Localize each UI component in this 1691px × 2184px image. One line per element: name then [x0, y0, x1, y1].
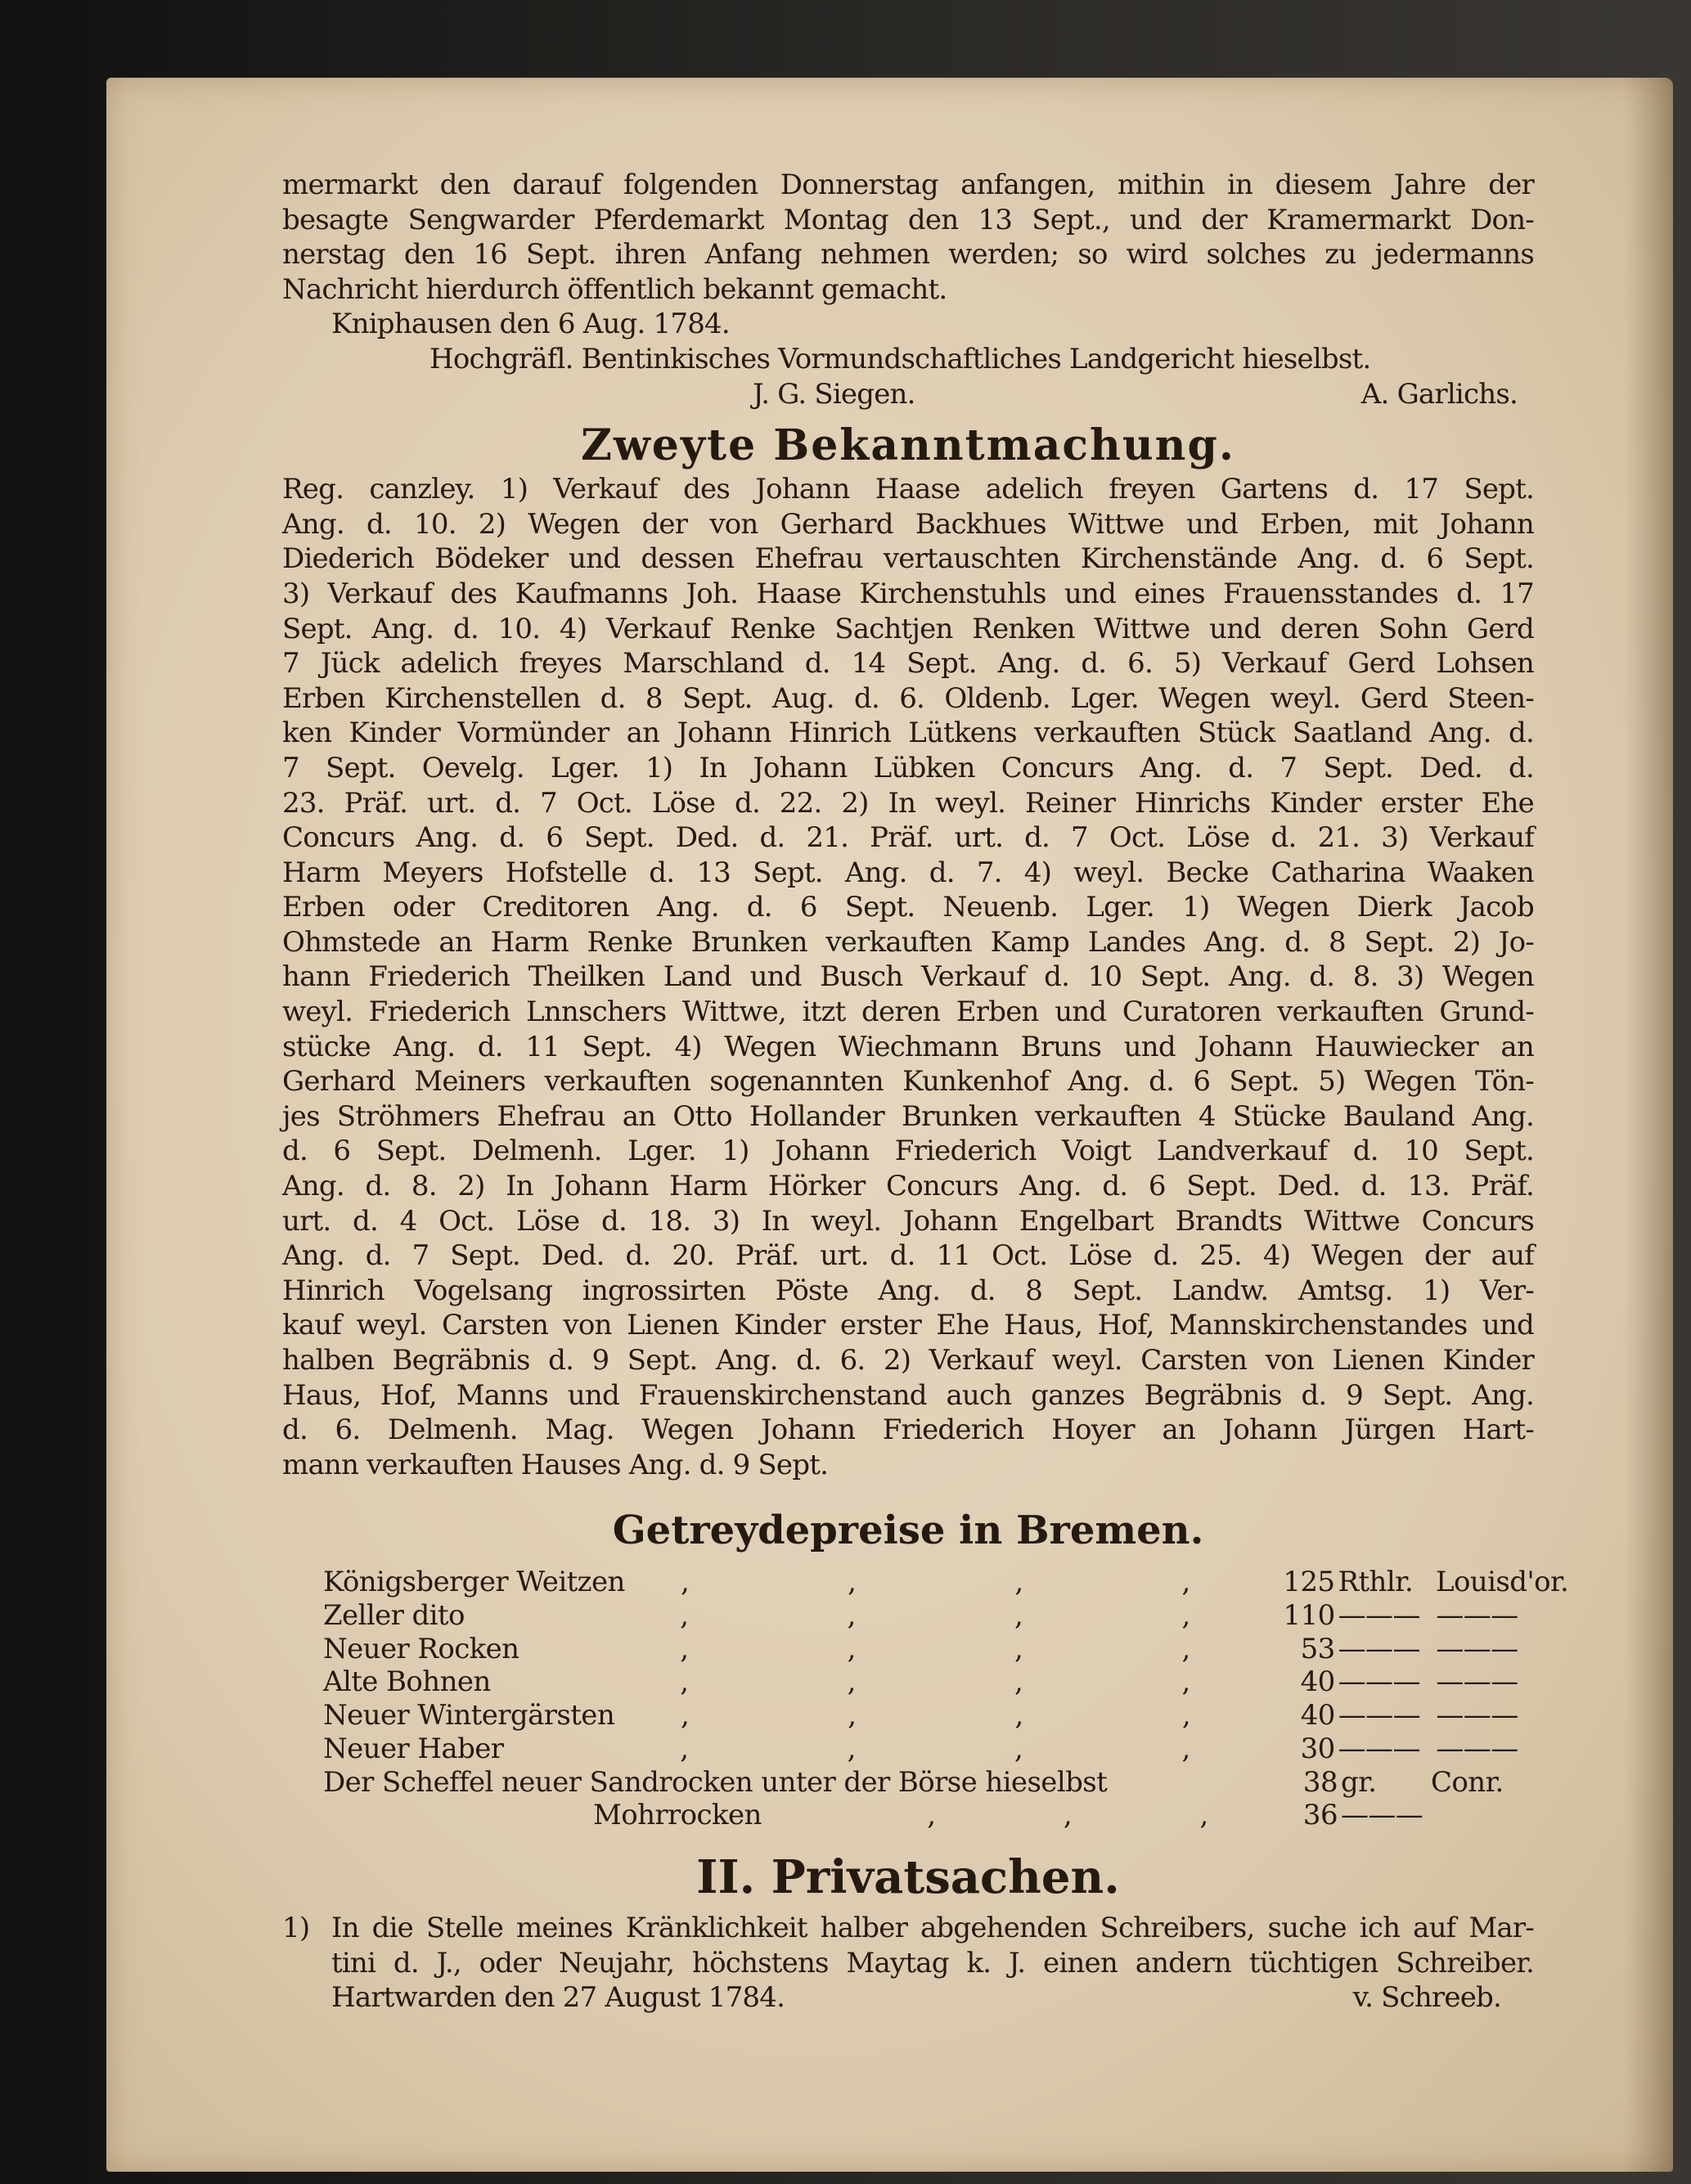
unit-cell: ———	[1436, 1732, 1518, 1765]
grain-prices	[282, 1500, 1569, 1832]
unit-cell: ———	[1338, 1665, 1420, 1699]
leader-mark: ,	[847, 1632, 856, 1665]
leader-mark: ,	[848, 1566, 857, 1599]
text-line: Erben Kirchenstellen d. 8 Sept. Aug. d. 6. Oldenb. Lger. Wegen weyl. Gerd Steen-	[282, 681, 1534, 715]
private-matters	[282, 1844, 1534, 2015]
leader-marks	[593, 1699, 1278, 1732]
unit-cell: ———	[1341, 1799, 1423, 1832]
price-row	[323, 1699, 1526, 1732]
price-value: 30	[1300, 1732, 1335, 1765]
unit-cell: ———	[1436, 1665, 1518, 1699]
unit-cell: Conr.	[1431, 1765, 1504, 1799]
unit-cell: Rthlr.	[1338, 1566, 1414, 1599]
leader-marks	[863, 1799, 1272, 1832]
text-line: Ang. d. 7 Sept. Ded. d. 20. Präf. urt. d. 11 Oct. Löse d. 25. 4) Wegen der auf	[282, 1239, 1534, 1273]
scheffel-row	[323, 1766, 1526, 1800]
signatures	[282, 377, 1534, 412]
leader-mark: ,	[848, 1699, 857, 1732]
price-table	[323, 1566, 1569, 1832]
leader-mark: ,	[1014, 1599, 1023, 1633]
section-heading: Getreydepreise in Bremen.	[612, 1508, 1204, 1554]
unit-cell: ———	[1338, 1632, 1420, 1665]
text-line: Concurs Ang. d. 6 Sept. Ded. d. 21. Präf. urt. d. 7 Oct. Löse d. 21. 3) Verkauf	[282, 821, 1534, 855]
commodity-name: Mohrrocken	[593, 1799, 762, 1832]
unit-cell: ———	[1338, 1732, 1420, 1765]
leader-mark: ,	[680, 1599, 689, 1633]
place-date-signature	[331, 1980, 1534, 2015]
price-row	[323, 1732, 1526, 1766]
price-value: 36	[1302, 1799, 1338, 1832]
price-value: 125	[1283, 1566, 1335, 1599]
signatory: J. G. Siegen.	[753, 377, 915, 411]
text-line: Erben oder Creditoren Ang. d. 6 Sept. Neuenb. Lger. 1) Wegen Dierk Jacob	[282, 891, 1534, 924]
text-line: Ohmstede an Harm Renke Brunken verkauften Kamp Landes Ang. d. 8 Sept. 2) Jo-	[282, 925, 1534, 959]
leader-marks	[592, 1732, 1278, 1766]
text-line: tini d. J., oder Neujahr, höchstens Maytag k. J. einen andern tüchtigen Schreiber.	[331, 1946, 1534, 1980]
unit-cell: ———	[1338, 1599, 1420, 1633]
leader-mark: ,	[927, 1799, 936, 1832]
unit-cell: ———	[1436, 1599, 1518, 1633]
leader-marks	[592, 1633, 1278, 1666]
text-line: 7 Sept. Oevelg. Lger. 1) In Johann Lübken Concurs Ang. d. 7 Sept. Ded. d.	[282, 751, 1534, 784]
text-line: 23. Präf. urt. d. 7 Oct. Löse d. 22. 2) In weyl. Reiner Hinrichs Kinder erster Ehe	[282, 786, 1534, 820]
text-span: In die Stelle meines Kränklichkeit halber abgehenden Schreibers, suche ich auf Mar-	[331, 1912, 1534, 1944]
page-edge-shadow	[1624, 78, 1673, 2172]
text-line: Reg. canzley. 1) Verkauf des Johann Haase adelich freyen Gartens d. 17 Sept.	[282, 473, 1534, 506]
section-heading: II. Privatsachen.	[696, 1850, 1120, 1904]
leader-marks	[592, 1665, 1278, 1699]
private-notice	[282, 1911, 1534, 2015]
second-notice	[282, 413, 1534, 1482]
text-line: Sept. Ang. d. 10. 4) Verkauf Renke Sachtjen Renken Wittwe und deren Sohn Gerd	[282, 612, 1534, 645]
unit-cell: gr.	[1341, 1765, 1377, 1799]
place-date: Kniphausen den 6 Aug. 1784.	[331, 308, 730, 341]
signatory: A. Garlichs.	[1360, 377, 1518, 411]
court-name: Hochgräfl. Bentinkisches Vormundschaftliches Landgericht hieselbst.	[429, 342, 1371, 375]
text-line: d. 6. Delmenh. Mag. Wegen Johann Friederich Hoyer an Johann Jürgen Hart-	[282, 1413, 1534, 1447]
scheffel-label: Der Scheffel neuer Sandrocken unter der Börse hieselbst	[323, 1765, 1108, 1799]
text-line: kauf weyl. Carsten von Lienen Kinder erster Ehe Haus, Hof, Mannskirchenstandes und	[282, 1309, 1534, 1342]
price-value: 38	[1302, 1765, 1338, 1799]
unit-cell: ———	[1338, 1699, 1421, 1732]
price-value: 40	[1300, 1665, 1335, 1699]
text-line: Hinrich Vogelsang ingrossirten Pöste Ang. d. 8 Sept. Landw. Amtsg. 1) Ver-	[282, 1274, 1534, 1307]
leader-mark: ,	[680, 1632, 689, 1665]
text-line: Ang. d. 10. 2) Wegen der von Gerhard Backhues Wittwe und Erben, mit Johann	[282, 507, 1534, 541]
price-row	[323, 1665, 1526, 1699]
unit-cell: Louisd'or.	[1436, 1566, 1569, 1599]
text-line: Gerhard Meiners verkauften sogenannten Kunkenhof Ang. d. 6 Sept. 5) Wegen Tön-	[282, 1065, 1534, 1099]
text-line	[282, 1911, 1534, 1946]
commodity-name: Neuer Rocken	[323, 1632, 519, 1665]
item-number: 1)	[282, 1912, 310, 1944]
text-line: Nachricht hierdurch öffentlich bekannt gemacht.	[282, 272, 947, 306]
leader-marks	[593, 1566, 1278, 1599]
commodity-name: Neuer Wintergärsten	[323, 1699, 615, 1732]
leader-mark: ,	[1199, 1799, 1208, 1832]
commodity-name: Alte Bohnen	[323, 1665, 491, 1699]
leader-mark: ,	[680, 1566, 690, 1599]
text-line: weyl. Friederich Lnnschers Wittwe, itzt deren Erben und Curatoren verkauften Grund-	[282, 995, 1534, 1029]
signature: v. Schreeb.	[1352, 1981, 1501, 2015]
leader-mark: ,	[1014, 1699, 1023, 1732]
text-line: 7 Jück adelich freyes Marschland d. 14 Sept. Ang. d. 6. 5) Verkauf Gerd Lohsen	[282, 647, 1534, 681]
leader-mark: ,	[680, 1665, 689, 1699]
unit-cell: ———	[1436, 1699, 1518, 1732]
leader-mark: ,	[1181, 1732, 1190, 1765]
leader-mark: ,	[1014, 1566, 1023, 1599]
leader-mark: ,	[1181, 1599, 1190, 1633]
mohrrocken-row	[323, 1799, 1526, 1832]
text-line: urt. d. 4 Oct. Löse d. 18. 3) In weyl. Johann Engelbart Brandts Wittwe Concurs	[282, 1204, 1534, 1238]
commodity-name: Königsberger Weitzen	[323, 1566, 625, 1599]
leader-mark: ,	[681, 1699, 690, 1732]
leader-mark: ,	[1181, 1566, 1190, 1599]
section-heading: Zweyte Bekanntmachung.	[581, 420, 1235, 471]
text-line: mann verkauften Hauses Ang. d. 9 Sept.	[282, 1448, 829, 1481]
notice-continuation	[282, 168, 1534, 411]
text-line: 3) Verkauf des Kaufmanns Joh. Haase Kirchenstuhls und eines Frauensstandes d. 17	[282, 577, 1534, 610]
text-line: ken Kinder Vormünder an Johann Hinrich Lütkens verkauften Stück Saatland Ang. d.	[282, 717, 1534, 750]
price-row	[323, 1633, 1526, 1666]
text-line: jes Ströhmers Ehefrau an Otto Hollander Brunken verkauften 4 Stücke Bauland Ang.	[282, 1099, 1534, 1133]
leader-mark: ,	[1181, 1699, 1191, 1732]
page-content	[282, 168, 1569, 2015]
leader-mark: ,	[1181, 1665, 1190, 1699]
text-line: mermarkt den darauf folgenden Donnerstag anfangen, mithin in diesem Jahre der	[282, 169, 1534, 201]
text-line: d. 6 Sept. Delmenh. Lger. 1) Johann Friederich Voigt Landverkauf d. 10 Sept.	[282, 1135, 1534, 1168]
price-row	[323, 1599, 1526, 1633]
price-value: 40	[1300, 1699, 1335, 1732]
leader-mark: ,	[1014, 1732, 1023, 1765]
text-line: stücke Ang. d. 11 Sept. 4) Wegen Wiechmann Bruns und Johann Hauwiecker an	[282, 1030, 1534, 1063]
place-date: Hartwarden den 27 August 1784.	[331, 1981, 785, 2015]
leader-mark: ,	[1014, 1632, 1023, 1665]
price-row	[323, 1566, 1569, 1599]
commodity-name: Zeller dito	[323, 1599, 465, 1633]
text-line: hann Friederich Theilken Land und Busch Verkauf d. 10 Sept. Ang. d. 8. 3) Wegen	[282, 960, 1534, 994]
leader-marks	[592, 1599, 1278, 1633]
text-line: Ang. d. 8. 2) In Johann Harm Hörker Concurs Ang. d. 6 Sept. Ded. d. 13. Präf.	[282, 1170, 1534, 1203]
leader-mark: ,	[847, 1599, 856, 1633]
text-line: halben Begräbnis d. 9 Sept. Ang. d. 6. 2) Verkauf weyl. Carsten von Lienen Kinder	[282, 1344, 1534, 1377]
leader-mark: ,	[847, 1732, 856, 1765]
price-value: 53	[1300, 1632, 1335, 1665]
text-line: Haus, Hof, Manns und Frauenskirchenstand auch ganzes Begräbnis d. 9 Sept. Ang.	[282, 1378, 1534, 1412]
text-line: Harm Meyers Hofstelle d. 13 Sept. Ang. d. 7. 4) weyl. Becke Catharina Waaken	[282, 856, 1534, 889]
unit-cell: ———	[1436, 1632, 1518, 1665]
leader-mark: ,	[1014, 1665, 1023, 1699]
text-line: nerstag den 16 Sept. ihren Anfang nehmen werden; so wird solches zu jedermanns	[282, 238, 1534, 272]
price-value: 110	[1283, 1599, 1335, 1633]
leader-mark: ,	[1181, 1632, 1190, 1665]
leader-mark: ,	[680, 1732, 689, 1765]
leader-mark: ,	[1063, 1799, 1073, 1832]
notice-body	[282, 472, 1534, 1482]
leader-mark: ,	[847, 1665, 856, 1699]
text-line: besagte Sengwarder Pferdemarkt Montag den 13 Sept., und der Kramermarkt Don-	[282, 203, 1534, 236]
commodity-name: Neuer Haber	[323, 1732, 504, 1765]
mohrrocken-label-cell	[323, 1799, 1297, 1832]
text-line: Diederich Bödeker und dessen Ehefrau vertauschten Kirchenstände Ang. d. 6 Sept.	[282, 542, 1534, 576]
